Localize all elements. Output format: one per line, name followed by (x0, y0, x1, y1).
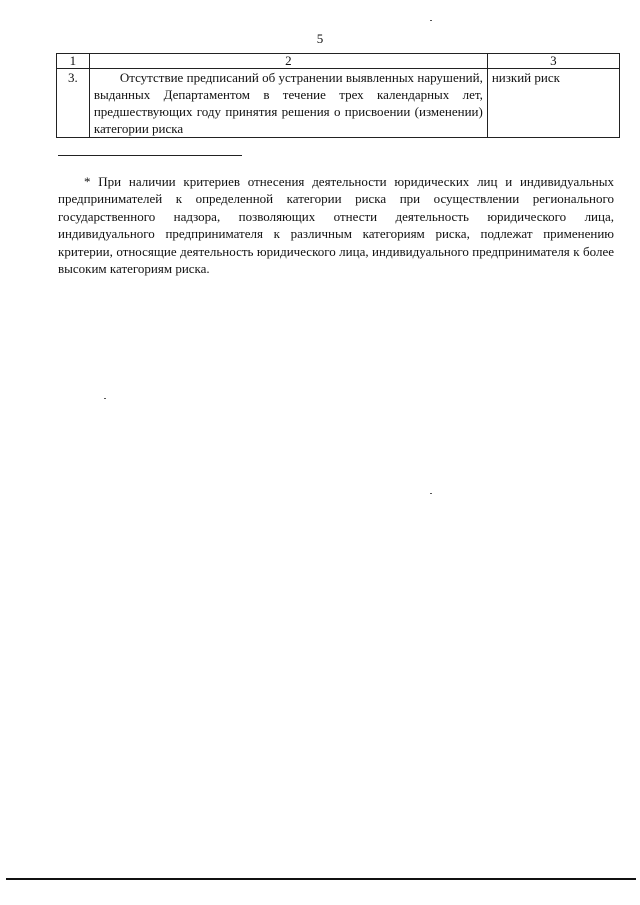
criterion-cell (89, 69, 487, 138)
footnote-separator (58, 155, 242, 156)
risk-category-cell: низкий риск (487, 69, 619, 138)
page-bottom-edge (6, 878, 636, 880)
row-number-cell: 3. (57, 69, 90, 138)
scan-speck (430, 493, 432, 494)
scan-speck (430, 20, 432, 21)
column-header-1: 1 (57, 54, 90, 69)
table-header-row (57, 54, 620, 69)
column-header-2: 2 (89, 54, 487, 69)
criterion-text: Отсутствие предписаний об устранении выявленных нарушений, выданных Департаментом в течение трех календарных лет, предшествующих году принятия решения о присвоении (изменении) категории риска (93, 70, 483, 136)
scan-speck (104, 398, 106, 399)
footnote-text: * При наличии критериев отнесения деятельности юридических лиц и индивидуальных предпринимателей к определенной категории риска при осуществлении регионального государственного надзора, позволяющих отнести деятельность юридического лица, индивидуального предпринимателя к различным категориям риска, подлежат применению критерии, относящие деятельность юридического лица, индивидуального предпринимателя к более высоким категориям риска. (58, 174, 614, 277)
column-header-3: 3 (487, 54, 619, 69)
risk-criteria-table (56, 53, 620, 138)
page-number: 5 (316, 31, 324, 46)
table-row (57, 69, 620, 138)
